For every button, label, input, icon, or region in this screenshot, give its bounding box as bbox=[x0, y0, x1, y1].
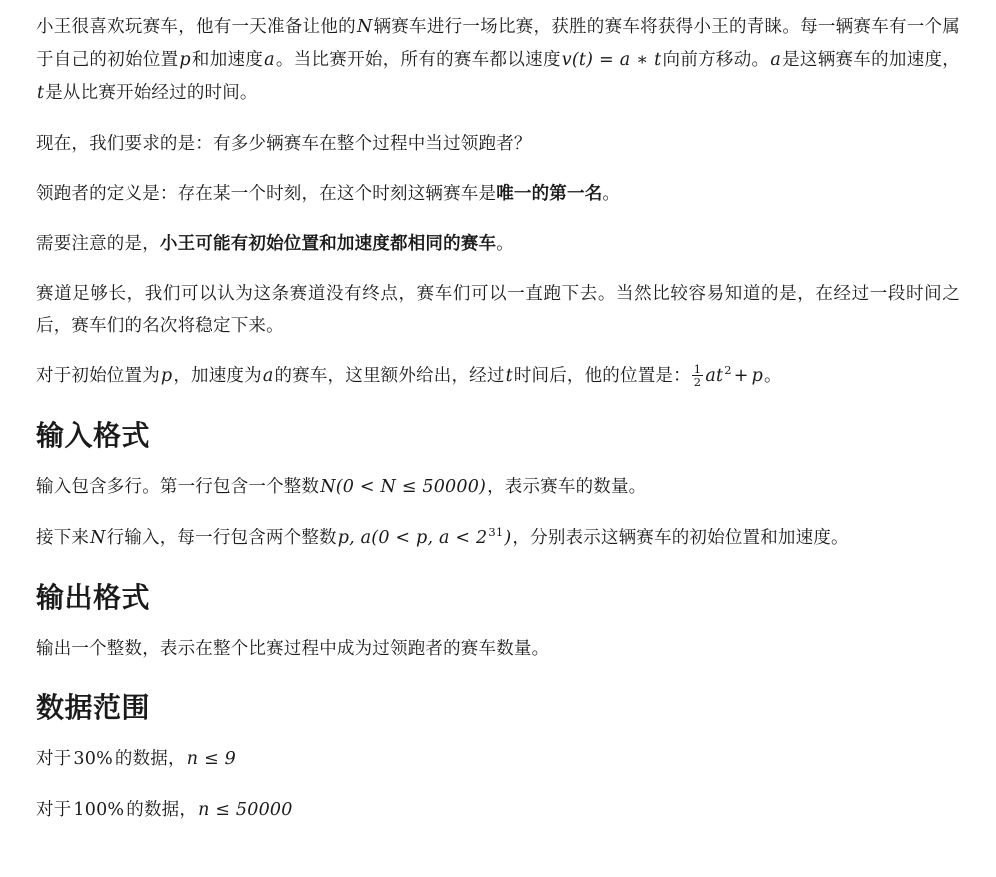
math-n-le-50000: n ≤ 50000 bbox=[198, 800, 293, 820]
math-percent-100: 100% bbox=[73, 800, 125, 820]
text-run: 接下来 bbox=[36, 527, 90, 547]
math-var-n-2: N bbox=[90, 528, 106, 548]
math-var-a: a bbox=[264, 50, 275, 70]
emphasis-duplicate-cars: 小王可能有初始位置和加速度都相同的赛车 bbox=[159, 233, 497, 253]
paragraph-position-formula bbox=[36, 359, 960, 392]
math-var-a-2: a bbox=[770, 50, 781, 70]
text-run: 领跑者的定义是：存在某一个时刻，在这个时刻这辆赛车是 bbox=[36, 183, 497, 203]
math-percent-30: 30% bbox=[73, 749, 113, 769]
text-run: 。当比赛开始，所有的赛车都以速度 bbox=[275, 49, 561, 69]
text-run: 小王很喜欢玩赛车，他有一天准备让他的 bbox=[36, 16, 356, 36]
heading-data-range: 数据范围 bbox=[36, 692, 151, 723]
text-run: ，表示赛车的数量。 bbox=[487, 476, 647, 496]
text-run: 输入包含多行。第一行包含一个整数 bbox=[36, 476, 320, 496]
exponent-two: 2 bbox=[724, 363, 732, 378]
text-run: 对于 bbox=[36, 799, 72, 819]
text-run: 的数据， bbox=[114, 748, 186, 768]
text-run: 行输入，每一行包含两个整数 bbox=[106, 527, 337, 547]
paragraph-range-30 bbox=[36, 742, 960, 775]
text-run: 的赛车，这里额外给出，经过 bbox=[274, 365, 505, 385]
math-var-n: N bbox=[356, 17, 373, 37]
text-run: 。 bbox=[764, 365, 782, 385]
text-run: ，分别表示这辆赛车的初始位置和加速度。 bbox=[512, 527, 849, 547]
text-run: 辆赛车进行一场比赛，获胜的赛车将获得小王的青睐。每一辆赛车有一个属于自己的初始位置 bbox=[36, 16, 960, 69]
fraction-denominator: 2 bbox=[693, 374, 702, 389]
text-run: 是这辆赛车的加速度， bbox=[781, 49, 961, 69]
paragraph-output-line-1 bbox=[36, 632, 960, 664]
math-var-t-2: t bbox=[505, 366, 513, 386]
paragraph-track bbox=[36, 277, 960, 341]
math-var-t: t bbox=[37, 83, 45, 103]
text-run: 的数据， bbox=[126, 799, 198, 819]
math-plus-sign: + bbox=[733, 366, 749, 386]
paragraph-intro bbox=[36, 10, 960, 109]
text-run: 是从比赛开始经过的时间。 bbox=[45, 82, 258, 102]
math-velocity-formula: v(t) = a ∗ t bbox=[561, 50, 662, 70]
exponent-thirtyone: 31 bbox=[488, 525, 504, 540]
paragraph-range-100 bbox=[36, 793, 960, 826]
math-var-a-3: a bbox=[262, 366, 274, 386]
math-position-formula bbox=[691, 361, 764, 389]
emphasis-unique-first: 唯一的第一名 bbox=[496, 183, 603, 203]
text-run: 现在，我们要求的是：有多少辆赛车在整个过程中当过领跑者？ bbox=[36, 133, 532, 153]
text-run: 输出一个整数，表示在整个比赛过程中成为过领跑者的赛车数量。 bbox=[36, 638, 550, 658]
math-pa-constraint-tail: ) bbox=[504, 528, 512, 548]
math-n-le-9: n ≤ 9 bbox=[186, 749, 236, 769]
math-pa-constraint-head: p, a(0 < p, a < 2 bbox=[337, 528, 488, 548]
text-run: 和加速度 bbox=[191, 49, 264, 69]
fraction-numerator: 1 bbox=[693, 361, 702, 376]
paragraph-question bbox=[36, 127, 960, 159]
text-run: 。 bbox=[602, 183, 621, 203]
heading-input-format: 输入格式 bbox=[36, 420, 151, 451]
math-var-p-4: p bbox=[751, 366, 764, 386]
math-at-term: at bbox=[705, 366, 724, 386]
fraction-one-half bbox=[691, 363, 705, 388]
text-run: 需要注意的是， bbox=[36, 233, 160, 253]
math-pa-constraint bbox=[337, 527, 513, 547]
paragraph-input-line-1 bbox=[36, 470, 960, 503]
text-run: 赛道足够长，我们可以认为这条赛道没有终点，赛车们可以一直跑下去。当然比较容易知道的是，在经过一段时间之后，赛车们的名次将稳定下来。 bbox=[36, 283, 960, 335]
paragraph-input-line-2 bbox=[36, 521, 960, 554]
paragraph-definition bbox=[36, 177, 960, 209]
text-run: 时间后，他的位置是： bbox=[513, 365, 691, 385]
paragraph-note bbox=[36, 227, 960, 259]
text-run: ，加速度为 bbox=[173, 365, 262, 385]
math-var-p: p bbox=[179, 50, 191, 70]
text-run: 。 bbox=[496, 233, 514, 253]
text-run: 向前方移动。 bbox=[662, 49, 770, 69]
text-run: 对于 bbox=[36, 748, 72, 768]
math-var-p-3: p bbox=[160, 366, 173, 386]
text-run: 对于初始位置为 bbox=[36, 365, 160, 385]
heading-output-format: 输出格式 bbox=[36, 582, 151, 613]
math-n-constraint: N(0 < N ≤ 50000) bbox=[320, 477, 487, 497]
